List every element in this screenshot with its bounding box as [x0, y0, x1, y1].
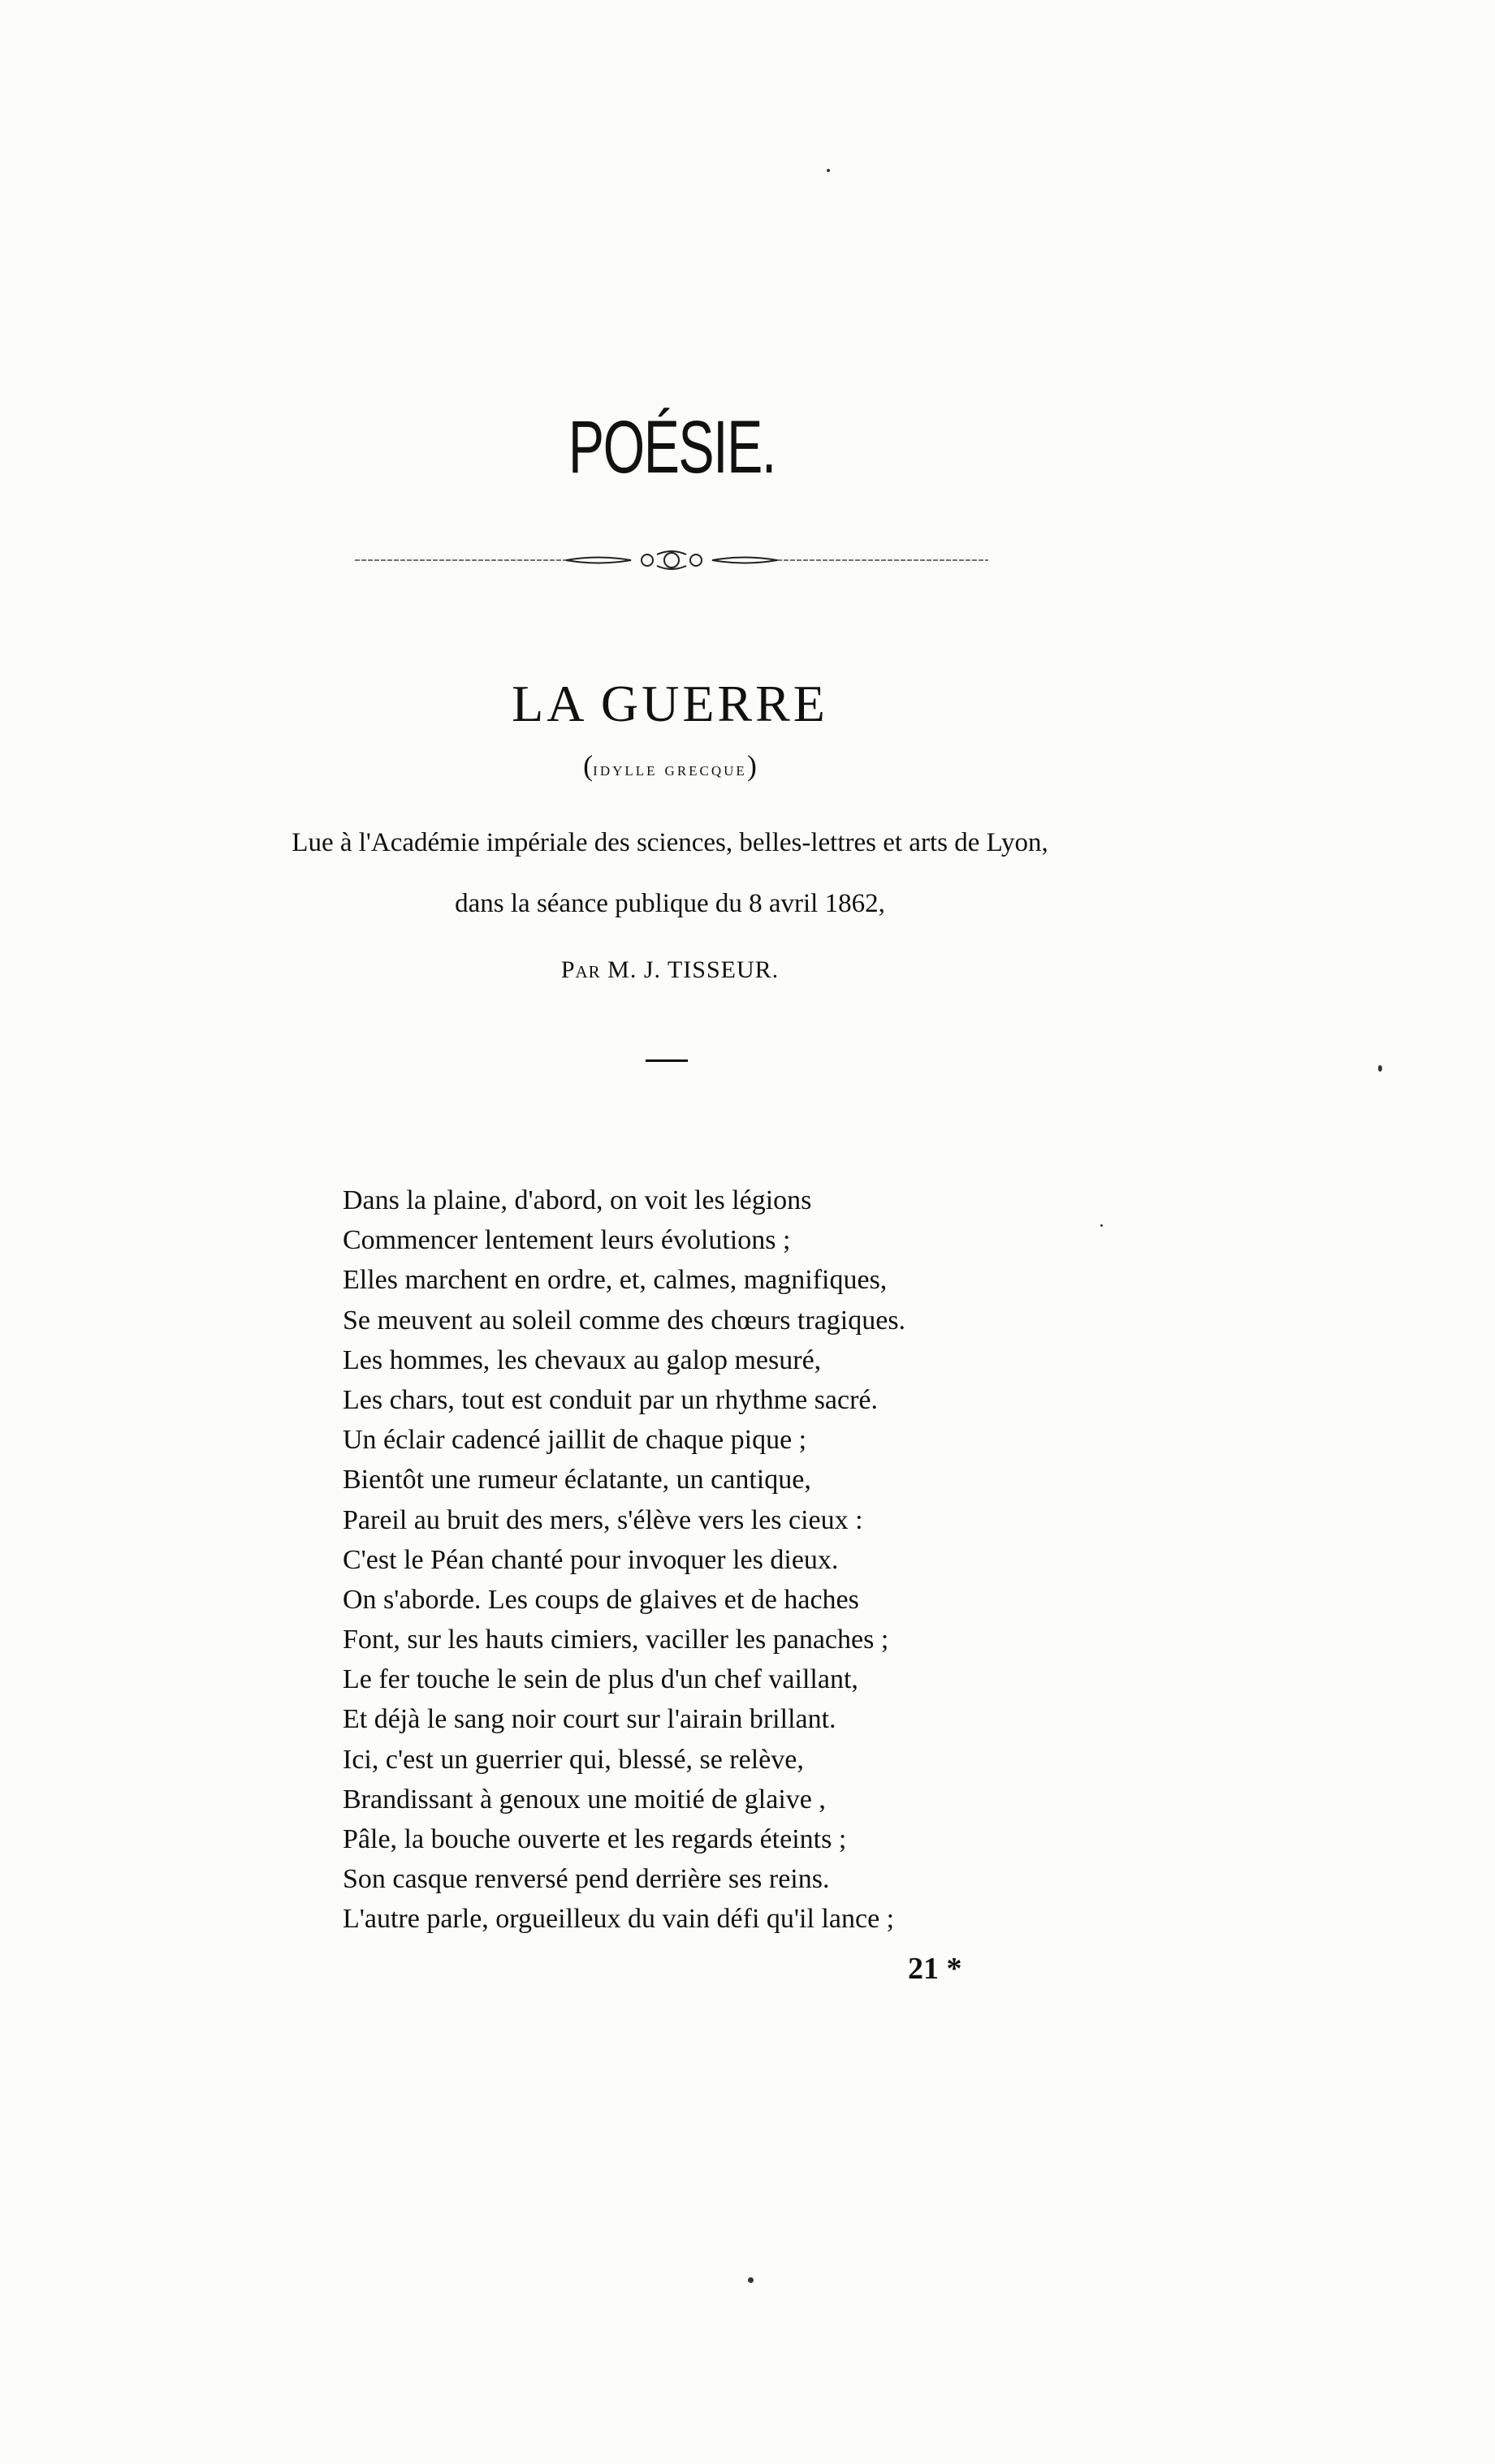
- poem-line: On s'aborde. Les coups de glaives et de haches: [343, 1584, 859, 1615]
- scan-speck: [748, 2277, 754, 2283]
- poem-line: Un éclair cadencé jaillit de chaque pique ;: [343, 1425, 807, 1456]
- poem-line: L'autre parle, orgueilleux du vain défi qu'il lance ;: [343, 1904, 895, 1935]
- poem-body: [343, 1180, 1155, 1940]
- poem-line: Font, sur les hauts cimiers, vaciller les panaches ;: [343, 1625, 889, 1655]
- subtitle-text: idylle grecque: [593, 759, 747, 780]
- author-line: [0, 958, 1340, 982]
- poem-line: Dans la plaine, d'abord, on voit les légions: [343, 1185, 812, 1215]
- separator-dash: [646, 1059, 688, 1062]
- poem-line: Et déjà le sang noir court sur l'airain brillant.: [343, 1704, 836, 1735]
- section-title: POÉSIE.: [568, 406, 776, 489]
- poem-line: Commencer lentement leurs évolutions ;: [343, 1225, 791, 1256]
- poem-line: Les hommes, les chevaux au galop mesuré,: [343, 1344, 822, 1375]
- intro-line-1: Lue à l'Académie impériale des sciences, belles-lettres et arts de Lyon,: [292, 828, 1048, 857]
- poem-line: C'est le Péan chanté pour invoquer les dieux.: [343, 1544, 839, 1575]
- poem-line: Ici, c'est un guerrier qui, blessé, se relève,: [343, 1744, 804, 1775]
- poem-line: Le fer touche le sein de plus d'un chef vaillant,: [343, 1664, 858, 1695]
- poem-subtitle: [0, 751, 1340, 780]
- scan-speck: [827, 169, 830, 172]
- poem-line: Pâle, la bouche ouverte et les regards éteints ;: [343, 1824, 847, 1854]
- poem-line: Se meuvent au soleil comme des chœurs tragiques.: [343, 1305, 906, 1336]
- author-name: M. J. TISSEUR.: [607, 956, 780, 983]
- poem-line: Bientôt une rumeur éclatante, un cantique,: [343, 1465, 811, 1495]
- scan-speck: [1378, 1065, 1382, 1072]
- page-number: 21 *: [908, 1952, 962, 1986]
- poem-line: Pareil au bruit des mers, s'élève vers les cieux :: [343, 1504, 863, 1535]
- scan-speck: [1100, 1224, 1103, 1227]
- poem-line: Elles marchent en ordre, et, calmes, magnifiques,: [343, 1265, 888, 1296]
- intro-line-2: dans la séance publique du 8 avril 1862,: [455, 889, 885, 918]
- subtitle-close-paren: ): [746, 749, 757, 782]
- subtitle-open-paren: (: [583, 749, 594, 782]
- poem-line: Son casque renversé pend derrière ses reins.: [343, 1864, 830, 1895]
- ornamental-divider: [355, 548, 988, 572]
- author-prefix: Par: [560, 956, 601, 983]
- poem-line: Les chars, tout est conduit par un rhythme sacré.: [343, 1384, 879, 1415]
- poem-line: Brandissant à genoux une moitié de glaive ,: [343, 1784, 826, 1815]
- poem-title: LA GUERRE: [512, 675, 828, 732]
